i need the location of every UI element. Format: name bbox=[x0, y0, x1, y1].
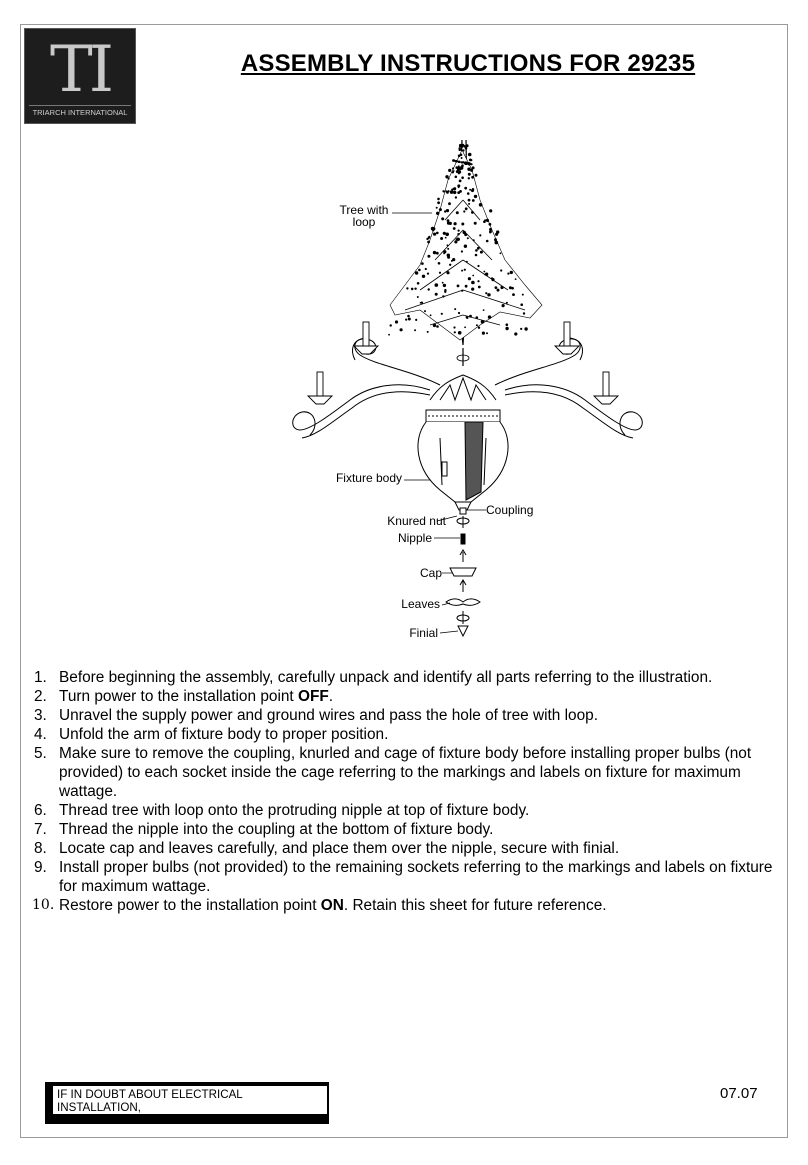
tree-leaf-dot bbox=[461, 157, 463, 159]
step-text-end: . bbox=[328, 688, 334, 705]
tree-leaf-dot bbox=[454, 187, 456, 189]
step-text: Locate cap and leaves carefully, and place them over the nipple, secure with finial. bbox=[59, 840, 620, 857]
tree-leaf-dot bbox=[454, 308, 456, 310]
tree-leaf-dot bbox=[418, 269, 421, 272]
tree-leaf-dot bbox=[477, 247, 480, 250]
tree-leaf-dot bbox=[483, 220, 486, 223]
step-text: Unfold the arm of fixture body to proper position. bbox=[59, 726, 389, 743]
tree-leaf-dot bbox=[500, 269, 502, 271]
tree-leaf-dot bbox=[524, 327, 527, 330]
tree-leaf-dot bbox=[458, 312, 460, 314]
tree-leaf-dot bbox=[495, 286, 498, 289]
tree-leaf-dot bbox=[471, 288, 474, 291]
tree-leaf-dot bbox=[480, 251, 483, 254]
tree-leaf-dot bbox=[457, 285, 460, 288]
hardware-stack bbox=[446, 508, 480, 636]
tree-leaf-dot bbox=[464, 187, 467, 190]
tree-leaf-dot bbox=[512, 293, 515, 296]
tree-leaf-dot bbox=[436, 207, 438, 209]
tree-leaf-dot bbox=[473, 239, 475, 241]
tree-leaf-dot bbox=[497, 289, 500, 292]
logo-company-name: TRIARCH INTERNATIONAL bbox=[29, 105, 131, 117]
tree-leaf-dot bbox=[507, 273, 509, 275]
instruction-step bbox=[34, 687, 786, 706]
tree-leaf-dot bbox=[406, 287, 408, 289]
tree-leaf-dot bbox=[400, 328, 403, 331]
tree-leaf-dot bbox=[459, 161, 461, 163]
tree-leaf-dot bbox=[435, 283, 439, 287]
company-logo bbox=[24, 28, 136, 124]
tree-leaf-dot bbox=[470, 169, 473, 172]
tree-with-loop bbox=[388, 140, 542, 366]
tree-leaf-dot bbox=[457, 191, 460, 194]
tree-leaf-dot bbox=[479, 234, 481, 236]
tree-leaf-dot bbox=[452, 171, 454, 173]
tree-leaf-dot bbox=[449, 264, 451, 266]
tree-leaf-dot bbox=[472, 275, 474, 277]
tree-leaf-dot bbox=[471, 189, 474, 192]
tree-leaf-dot bbox=[447, 244, 449, 246]
tree-leaf-dot bbox=[446, 191, 449, 194]
label-finial: Finial bbox=[409, 626, 438, 640]
tree-leaf-dot bbox=[444, 210, 446, 212]
tree-leaf-dot bbox=[477, 280, 479, 282]
tree-leaf-dot bbox=[388, 334, 390, 336]
tree-leaf-dot bbox=[430, 314, 432, 316]
tree-leaf-dot bbox=[466, 144, 469, 147]
step-number: 10. bbox=[32, 897, 55, 913]
tree-leaf-dot bbox=[475, 249, 478, 252]
tree-leaf-dot bbox=[454, 222, 457, 225]
tree-leaf-dot bbox=[458, 331, 462, 335]
tree-leaf-dot bbox=[457, 167, 460, 170]
label-tree-line1: Tree with bbox=[339, 203, 389, 217]
tree-leaf-dot bbox=[443, 284, 446, 287]
instruction-step bbox=[34, 725, 786, 744]
step-number: 5. bbox=[34, 745, 47, 762]
step-text: Install proper bulbs (not provided) to the remaining sockets referring to the markings and labels on fixture for maximum wattage. bbox=[59, 859, 773, 895]
tree-leaf-dot bbox=[470, 163, 472, 165]
tree-leaf-dot bbox=[500, 252, 502, 254]
tree-leaf-dot bbox=[466, 317, 468, 319]
tree-leaf-dot bbox=[464, 269, 466, 271]
tree-leaf-dot bbox=[427, 331, 429, 333]
tree-leaf-dot bbox=[437, 201, 440, 204]
tree-leaf-dot bbox=[489, 209, 492, 212]
tree-leaf-dot bbox=[486, 219, 489, 222]
step-text: Make sure to remove the coupling, knurled and cage of fixture body before installing proper bulbs (not provided) to each socket inside the cage referring to the markings and labels on fixture for maximum wattage. bbox=[59, 745, 752, 800]
tree-leaf-dot bbox=[451, 260, 453, 262]
tree-leaf-dot bbox=[491, 278, 494, 281]
tree-leaf-dot bbox=[467, 193, 469, 195]
step-text: Thread the nipple into the coupling at the bottom of fixture body. bbox=[59, 821, 494, 838]
tree-leaf-dot bbox=[431, 227, 435, 231]
tree-leaf-dot bbox=[464, 326, 466, 328]
tree-leaf-dot bbox=[422, 275, 425, 278]
tree-leaf-dot bbox=[436, 252, 439, 255]
tree-leaf-dot bbox=[444, 289, 446, 291]
label-coupling: Coupling bbox=[486, 503, 534, 517]
tree-leaf-dot bbox=[461, 164, 464, 167]
tree-leaf-dot bbox=[464, 245, 467, 248]
tree-leaf-dot bbox=[408, 318, 411, 321]
tree-leaf-dot bbox=[468, 153, 472, 157]
tree-leaf-dot bbox=[463, 210, 465, 212]
tree-leaf-dot bbox=[465, 207, 468, 210]
tree-leaf-dot bbox=[415, 319, 417, 321]
tree-leaf-dot bbox=[427, 241, 430, 244]
tree-leaf-dot bbox=[457, 238, 460, 241]
label-leaves: Leaves bbox=[401, 597, 440, 611]
tree-leaf-dot bbox=[455, 176, 458, 179]
tree-leaf-dot bbox=[395, 320, 398, 323]
tree-leaf-dot bbox=[425, 268, 427, 270]
step-number: 1. bbox=[34, 669, 47, 686]
tree-leaf-dot bbox=[442, 282, 444, 284]
tree-leaf-dot bbox=[487, 293, 490, 296]
step-emphasis: ON bbox=[320, 897, 344, 914]
tree-leaf-dot bbox=[470, 159, 472, 161]
step-number: 4. bbox=[34, 726, 47, 743]
step-text: Thread tree with loop onto the protruding nipple at top of fixture body. bbox=[59, 802, 530, 819]
tree-leaf-dot bbox=[471, 281, 475, 285]
instruction-step bbox=[34, 858, 786, 896]
tree-leaf-dot bbox=[439, 208, 442, 211]
tree-leaf-dot bbox=[477, 265, 479, 267]
tree-leaf-dot bbox=[485, 292, 487, 294]
step-emphasis: OFF bbox=[297, 688, 329, 705]
tree-leaf-dot bbox=[441, 217, 444, 220]
tree-leaf-dot bbox=[453, 227, 456, 230]
label-cap: Cap bbox=[419, 566, 442, 580]
tree-leaf-dot bbox=[486, 332, 488, 334]
tree-leaf-dot bbox=[469, 315, 472, 318]
tree-leaf-dot bbox=[468, 173, 471, 176]
tree-leaf-dot bbox=[435, 293, 438, 296]
instruction-step bbox=[34, 801, 786, 820]
tree-leaf-dot bbox=[455, 196, 457, 198]
tree-leaf-dot bbox=[428, 288, 430, 290]
revision-date: 07.07 bbox=[720, 1085, 758, 1102]
tree-leaf-dot bbox=[414, 329, 416, 331]
tree-leaf-dot bbox=[468, 203, 470, 205]
tree-leaf-dot bbox=[485, 273, 488, 276]
step-text: Turn power to the installation point bbox=[59, 688, 298, 705]
tree-leaf-dot bbox=[414, 288, 416, 290]
tree-leaf-dot bbox=[437, 198, 440, 201]
tree-leaf-dot bbox=[495, 233, 498, 236]
tree-leaf-dot bbox=[421, 262, 424, 265]
tree-leaf-dot bbox=[488, 315, 491, 318]
tree-leaf-dot bbox=[428, 236, 430, 238]
step-number: 6. bbox=[34, 802, 47, 819]
tree-leaf-dot bbox=[479, 203, 483, 207]
instruction-list bbox=[34, 668, 786, 915]
tree-leaf-dot bbox=[440, 237, 443, 240]
tree-leaf-dot bbox=[523, 312, 525, 314]
tree-leaf-dot bbox=[405, 319, 407, 321]
tree-leaf-dot bbox=[475, 254, 478, 257]
tree-leaf-dot bbox=[454, 240, 457, 243]
tree-leaf-dot bbox=[472, 166, 475, 169]
tree-leaf-dot bbox=[448, 178, 450, 180]
tree-leaf-dot bbox=[443, 252, 445, 254]
instruction-step bbox=[34, 839, 786, 858]
step-text: Restore power to the installation point bbox=[59, 897, 321, 914]
tree-leaf-dot bbox=[407, 315, 410, 318]
step-text: Unravel the supply power and ground wires and pass the hole of tree with loop. bbox=[59, 707, 598, 724]
tree-leaf-dot bbox=[390, 324, 392, 326]
tree-leaf-dot bbox=[461, 176, 464, 179]
tree-leaf-dot bbox=[451, 188, 453, 190]
chandelier-illustration bbox=[280, 100, 660, 660]
tree-leaf-dot bbox=[514, 332, 517, 335]
tree-leaf-dot bbox=[450, 190, 454, 194]
tree-leaf-dot bbox=[462, 162, 464, 164]
tree-leaf-dot bbox=[458, 187, 460, 189]
tree-leaf-dot bbox=[421, 302, 423, 304]
tree-leaf-dot bbox=[483, 271, 485, 273]
tree-leaf-dot bbox=[449, 222, 452, 225]
tree-leaf-dot bbox=[447, 254, 450, 257]
tree-leaf-dot bbox=[467, 237, 469, 239]
tree-leaf-dot bbox=[417, 282, 420, 285]
tree-leaf-dot bbox=[506, 302, 508, 304]
tree-leaf-dot bbox=[489, 223, 492, 226]
tree-leaf-dot bbox=[476, 316, 479, 319]
tree-leaf-dot bbox=[461, 145, 464, 148]
instruction-step bbox=[34, 668, 786, 687]
tree-leaf-dot bbox=[433, 251, 436, 254]
tree-leaf-dot bbox=[483, 309, 485, 311]
warning-line-2: CONSULT A LICENSED ELECTRICIAN! bbox=[57, 1114, 266, 1127]
tree-leaf-dot bbox=[441, 313, 443, 315]
tree-leaf-dot bbox=[481, 320, 485, 324]
tree-leaf-dot bbox=[465, 147, 467, 149]
tree-leaf-dot bbox=[475, 174, 478, 177]
tree-leaf-dot bbox=[456, 170, 459, 173]
tree-leaf-dot bbox=[462, 149, 464, 151]
tree-leaf-dot bbox=[452, 167, 454, 169]
tree-leaf-dot bbox=[446, 271, 449, 274]
tree-leaf-dot bbox=[411, 288, 414, 291]
instruction-step bbox=[34, 706, 786, 725]
step-text: Before beginning the assembly, carefully unpack and identify all parts referring to the illustration. bbox=[59, 669, 713, 686]
step-number: 3. bbox=[34, 707, 47, 724]
tree-leaf-dot bbox=[478, 286, 481, 289]
tree-leaf-dot bbox=[489, 228, 492, 231]
tree-leaf-dot bbox=[458, 155, 461, 158]
tree-leaf-dot bbox=[436, 212, 439, 215]
label-knurled-nut: Knured nut bbox=[387, 514, 446, 528]
tree-leaf-dot bbox=[456, 211, 459, 214]
tree-leaf-dot bbox=[445, 233, 449, 237]
tree-leaf-dot bbox=[458, 230, 460, 232]
tree-leaf-dot bbox=[438, 262, 441, 265]
tree-leaf-dot bbox=[448, 202, 451, 205]
tree-leaf-dot bbox=[461, 223, 464, 226]
electrical-warning bbox=[52, 1085, 328, 1127]
tree-leaf-dot bbox=[427, 273, 429, 275]
tree-leaf-dot bbox=[445, 237, 447, 239]
tree-leaf-dot bbox=[417, 296, 419, 298]
step-number: 2. bbox=[34, 688, 47, 705]
tree-leaf-dot bbox=[457, 233, 459, 235]
tree-leaf-dot bbox=[459, 180, 462, 183]
tree-leaf-dot bbox=[500, 286, 503, 289]
logo-mark: TI bbox=[50, 33, 110, 107]
tree-leaf-dot bbox=[468, 199, 471, 202]
tree-leaf-dot bbox=[461, 290, 463, 292]
tree-leaf-dot bbox=[476, 324, 478, 326]
tree-leaf-dot bbox=[509, 286, 512, 289]
tree-leaf-dot bbox=[464, 233, 467, 236]
tree-leaf-dot bbox=[468, 177, 470, 179]
tree-leaf-dot bbox=[442, 190, 444, 192]
step-text-end: . Retain this sheet for future reference. bbox=[343, 897, 607, 914]
tree-leaf-dot bbox=[433, 324, 436, 327]
assembly-diagram bbox=[280, 100, 660, 660]
fixture-body bbox=[418, 375, 508, 510]
tree-leaf-dot bbox=[427, 255, 430, 258]
tree-leaf-dot bbox=[436, 325, 439, 328]
instruction-step bbox=[34, 744, 786, 801]
tree-leaf-dot bbox=[448, 169, 451, 172]
label-tree-line2: loop bbox=[352, 215, 376, 229]
tree-leaf-dot bbox=[506, 323, 509, 326]
tree-leaf-dot bbox=[520, 328, 522, 330]
tree-leaf-dot bbox=[505, 327, 508, 330]
tree-leaf-dot bbox=[489, 232, 491, 234]
instruction-step bbox=[34, 820, 786, 839]
label-fixture-body: Fixture body bbox=[335, 471, 402, 485]
tree-leaf-dot bbox=[495, 241, 499, 245]
tree-leaf-dot bbox=[439, 272, 441, 274]
tree-leaf-dot bbox=[453, 191, 456, 194]
tree-leaf-dot bbox=[466, 261, 468, 263]
tree-leaf-dot bbox=[471, 211, 474, 214]
tree-leaf-dot bbox=[459, 149, 461, 151]
tree-leaf-dot bbox=[515, 278, 517, 280]
label-nipple: Nipple bbox=[397, 531, 432, 545]
tree-leaf-dot bbox=[461, 270, 463, 272]
tree-leaf-dot bbox=[436, 232, 439, 235]
step-number: 9. bbox=[34, 859, 47, 876]
tree-leaf-dot bbox=[424, 310, 426, 312]
page-title: ASSEMBLY INSTRUCTIONS FOR 29235 bbox=[240, 50, 696, 77]
tree-leaf-dot bbox=[520, 303, 523, 306]
tree-leaf-dot bbox=[433, 233, 436, 236]
tree-leaf-dot bbox=[471, 176, 474, 179]
tree-leaf-dot bbox=[465, 285, 468, 288]
tree-leaf-dot bbox=[454, 331, 456, 333]
tree-leaf-dot bbox=[474, 195, 477, 198]
warning-line-1: IF IN DOUBT ABOUT ELECTRICAL INSTALLATION, bbox=[57, 1088, 243, 1114]
instruction-step bbox=[34, 896, 786, 915]
step-number: 7. bbox=[34, 821, 47, 838]
tree-leaf-dot bbox=[474, 222, 477, 225]
tree-leaf-dot bbox=[442, 295, 444, 297]
tree-leaf-dot bbox=[447, 219, 450, 222]
tree-leaf-dot bbox=[482, 332, 485, 335]
tree-leaf-dot bbox=[446, 209, 449, 212]
tree-leaf-dot bbox=[468, 162, 471, 165]
tree-leaf-dot bbox=[447, 248, 449, 250]
tree-leaf-dot bbox=[461, 250, 463, 252]
tree-leaf-dot bbox=[415, 271, 418, 274]
tree-leaf-dot bbox=[472, 199, 475, 202]
tree-leaf-dot bbox=[469, 189, 471, 191]
tree-leaf-dot bbox=[453, 326, 455, 328]
tree-leaf-dot bbox=[510, 271, 513, 274]
tree-leaf-dot bbox=[502, 304, 505, 307]
tree-leaf-dot bbox=[478, 327, 480, 329]
tree-leaf-dot bbox=[486, 240, 489, 243]
tree-leaf-dot bbox=[522, 294, 524, 296]
tree-leaf-dot bbox=[468, 277, 471, 280]
step-number: 8. bbox=[34, 840, 47, 857]
